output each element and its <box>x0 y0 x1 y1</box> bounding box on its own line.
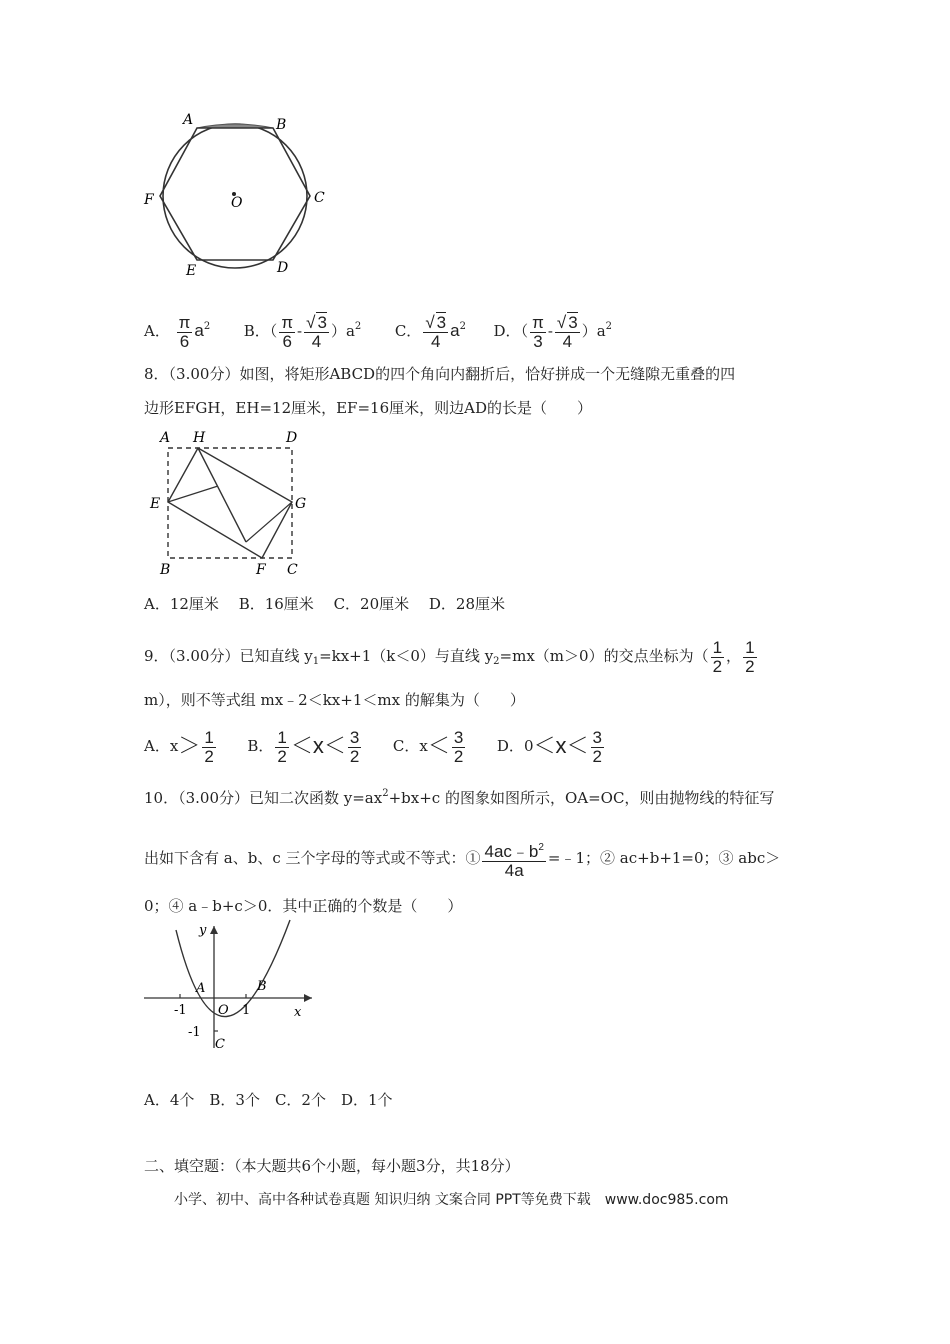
q7-option-c-label: C． <box>394 322 422 340</box>
footer-download-note: 小学、初中、高中各种试卷真题 知识归纳 文案合同 PPT等免费下载 www.doc985.com <box>174 1192 729 1208</box>
fig7-label-f: F <box>144 192 154 208</box>
fig10-tick-1: 1 <box>242 1003 251 1018</box>
fig8-label-e: E <box>150 496 161 512</box>
fig10-tick-neg1-x: -1 <box>174 1003 187 1018</box>
q9-coord-x: $\frac{1}{2}$ <box>712 637 723 676</box>
fig7-label-c: C <box>314 190 325 206</box>
fig10-label-a: A <box>196 981 206 996</box>
fig8-label-b: B <box>160 562 171 578</box>
fig7-label-o: O <box>231 195 243 211</box>
fig8-label-g: G <box>295 496 307 512</box>
q7-options: A． $\frac{\pi}{6}$ $a^2$ B．（ $\frac{\pi}{6}$ - $\frac{√ 3}{4}$ ）$a^2$ C． $\frac{√ 3}{4}$ $a^2$ D．（ $\frac{\pi}{3}$ - $\frac{√ 3}{4}$ ）$a^2$ <box>144 312 613 351</box>
fig10-label-x: x <box>294 1005 302 1020</box>
q9-options: A．x＞ $\frac{1}{2}$ B． $\frac{1}{2}$ ＜x＜ $\frac{3}{2}$ C．x＜ $\frac{3}{2}$ D．0＜x＜ $\frac{3}{2}$ <box>144 727 602 766</box>
q10-stem-line3: 0；④ a﹣b+c＞0．其中正确的个数是（ ） <box>144 897 463 915</box>
q7-option-b-label: B． <box>243 322 270 340</box>
q10-stem-line1: 10．（3.00分）已知二次函数 $y=ax^2+bx+c$ 的图象如图所示，OA=OC，则由抛物线的特征写 <box>144 788 775 807</box>
rectangle-fold-figure <box>146 426 316 578</box>
fig10-label-b: B <box>257 979 267 994</box>
fig8-label-h: H <box>193 430 206 446</box>
q9-stem-line2: m），则不等式组 mx﹣2＜kx+1＜mx 的解集为（ ） <box>144 691 525 709</box>
fig10-tick-neg1-y: -1 <box>188 1025 201 1040</box>
fig8-label-a: A <box>160 430 171 446</box>
fig10-label-o: O <box>218 1003 229 1018</box>
fig10-label-y: y <box>199 923 207 938</box>
q10-fraction: $\frac{4ac﹣b^2}{4a}$ <box>482 839 545 880</box>
fig7-label-d: D <box>277 260 289 276</box>
q10-stem-line2: 出如下含有 a、b、c 三个字母的等式或不等式：① $\frac{4ac﹣b^2}{4a}$ =﹣1；② ac+b+1=0；③ abc＞ <box>144 836 780 880</box>
q7-option-a-frac: $\frac{\pi}{6}$ <box>178 312 191 351</box>
q10-options: A．4个 B．3个 C．2个 D．1个 <box>144 1091 393 1109</box>
q7-option-d-label: D． <box>493 322 521 340</box>
q8-stem-line1: 8．（3.00分）如图，将矩形ABCD的四个角向内翻折后，恰好拼成一个无缝隙无重叠的四 <box>144 365 736 383</box>
q9-stem-line1: 9．（3.00分）已知直线 $y_1=kx+1(k<0)$与直线 $y_2=mx(m>0)$的交点坐标为（ $\frac{1}{2}$ ， $\frac{1}{2}$ <box>144 637 755 676</box>
fig7-label-b: B <box>276 117 287 133</box>
fig8-label-c: C <box>287 562 298 578</box>
parabola-figure <box>140 918 320 1053</box>
fig7-label-e: E <box>186 263 197 279</box>
q9-coord-y: $\frac{1}{2}$ <box>745 637 755 676</box>
hexagon-circle-figure <box>140 110 340 290</box>
q7-option-a-label: A． <box>144 322 170 340</box>
fig8-label-d: D <box>286 430 298 446</box>
fig8-label-f: F <box>256 562 266 578</box>
q8-stem-line2: 边形EFGH，EH=12厘米，EF=16厘米，则边AD的长是（ ） <box>144 399 592 417</box>
q8-options: A．12厘米 B．16厘米 C．20厘米 D．28厘米 <box>144 595 506 613</box>
fig7-label-a: A <box>183 112 194 128</box>
fig10-label-c: C <box>215 1037 225 1052</box>
section2-title: 二、填空题：（本大题共6个小题，每小题3分，共18分） <box>144 1157 520 1175</box>
